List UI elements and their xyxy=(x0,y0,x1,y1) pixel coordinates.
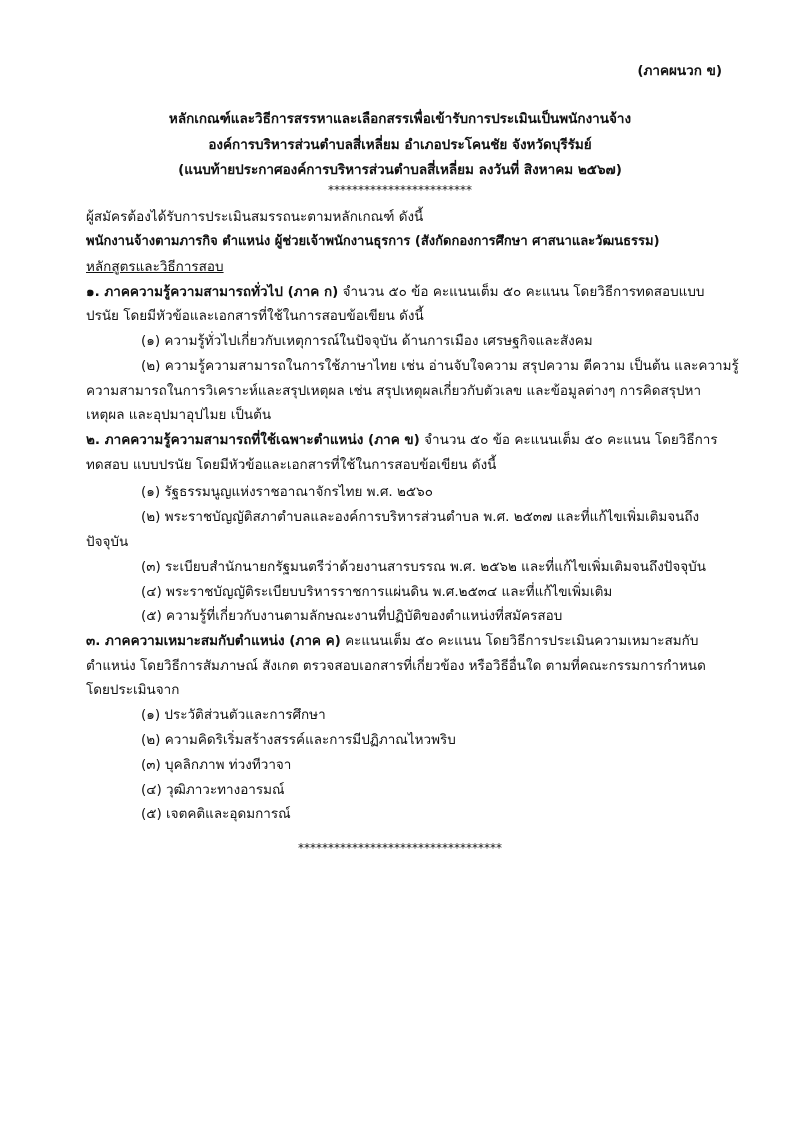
section3-item-2: (๒) ความคิดริเริ่มสร้างสรรค์และการมีปฏิภาณไหวพริบ xyxy=(141,732,456,748)
title-line-2: องค์การบริหารส่วนตำบลสี่เหลี่ยม อำเภอประโคนชัย จังหวัดบุรีรัมย์ xyxy=(208,137,592,153)
section1-item-2-continued: ความสามารถในการวิเคราะห์และสรุปเหตุผล เช่น สรุปเหตุผลเกี่ยวกับตัวเลข และข้อมูลต่างๆ การคิดสรุปหา xyxy=(86,383,702,399)
section2-text: จำนวน ๕๐ ข้อ คะแนนเต็ม ๕๐ คะแนน โดยวิธีการ xyxy=(419,432,718,448)
section3-text: คะแนนเต็ม ๕๐ คะแนน โดยวิธีการประเมินความเหมาะสมกับ xyxy=(340,633,699,649)
section2-heading: ๒. ภาคความรู้ความสามารถที่ใช้เฉพาะตำแหน่ง (ภาค ข) xyxy=(86,432,420,448)
section1-item-1: (๑) ความรู้ทั่วไปเกี่ยวกับเหตุการณ์ในปัจจุบัน ด้านการเมือง เศรษฐกิจและสังคม xyxy=(141,333,593,349)
section1-line1 xyxy=(86,282,704,302)
section3-item-4: (๔) วุฒิภาวะทางอารมณ์ xyxy=(141,782,285,798)
section3-line2: ตำแหน่ง โดยวิธีการสัมภาษณ์ สังเกต ตรวจสอบเอกสารที่เกี่ยวข้อง หรือวิธีอื่นใด ตามที่คณะกรรมการกำหนด xyxy=(86,658,706,674)
section1-item-2: (๒) ความรู้ความสามารถในการใช้ภาษาไทย เช่น อ่านจับใจความ สรุปความ ตีความ เป็นต้น และความรู้ xyxy=(141,358,739,374)
intro-text: ผู้สมัครต้องได้รับการประเมินสมรรถนะตามหลักเกณฑ์ ดังนี้ xyxy=(86,209,424,225)
title-line-1: หลักเกณฑ์และวิธีการสรรหาและเลือกสรรเพื่อเข้ารับการประเมินเป็นพนักงานจ้าง xyxy=(168,111,632,127)
section3-item-1: (๑) ประวัติส่วนตัวและการศึกษา xyxy=(141,707,326,723)
section2-item-3: (๓) ระเบียบสำนักนายกรัฐมนตรีว่าด้วยงานสารบรรณ พ.ศ. ๒๕๖๒ และที่แก้ไขเพิ่มเติมจนถึงปัจจุบัน xyxy=(141,559,706,575)
section3-item-5: (๕) เจตคติและอุดมการณ์ xyxy=(141,806,291,822)
section1-text: จำนวน ๕๐ ข้อ คะแนนเต็ม ๕๐ คะแนน โดยวิธีการทดสอบแบบ xyxy=(338,284,705,300)
title-line-3: (แนบท้ายประกาศองค์การบริหารส่วนตำบลสี่เหลี่ยม ลงวันที่ สิงหาคม ๒๕๖๗) xyxy=(178,162,622,178)
section3-heading: ๓. ภาคความเหมาะสมกับตำแหน่ง (ภาค ค) xyxy=(86,633,341,649)
title-separator: ************************ xyxy=(328,183,472,197)
section2-item-4: (๔) พระราชบัญญัติระเบียบบริหารราชการแผ่นดิน พ.ศ.๒๕๓๔ และที่แก้ไขเพิ่มเติม xyxy=(141,584,613,600)
section1-line2: ปรนัย โดยมีหัวข้อและเอกสารที่ใช้ในการสอบข้อเขียน ดังนี้ xyxy=(86,308,424,324)
position-line: พนักงานจ้างตามภารกิจ ตำแหน่ง ผู้ช่วยเจ้าพนักงานธุรการ (สังกัดกองการศึกษา ศาสนาและวัฒนธรรม) xyxy=(86,234,660,249)
section2-item-2-continued: ปัจจุบัน xyxy=(86,534,129,550)
section2-item-2: (๒) พระราชบัญญัติสภาตำบลและองค์การบริหารส่วนตำบล พ.ศ. ๒๕๓๗ และที่แก้ไขเพิ่มเติมจนถึง xyxy=(141,509,700,525)
section2-line1 xyxy=(86,430,718,450)
section1-heading: ๑. ภาคความรู้ความสามารถทั่วไป (ภาค ก) xyxy=(86,284,339,300)
footer-separator: ********************************** xyxy=(298,841,502,855)
section3-line3: โดยประเมินจาก xyxy=(86,682,180,698)
section2-item-1: (๑) รัฐธรรมนูญแห่งราชอาณาจักรไทย พ.ศ. ๒๕๖๐ xyxy=(141,484,433,500)
appendix-label: (ภาคผนวก ข) xyxy=(637,63,722,79)
section1-item-2-continued-2: เหตุผล และอุปมาอุปไมย เป็นต้น xyxy=(86,407,272,423)
curriculum-heading: หลักสูตรและวิธีการสอบ xyxy=(86,259,224,275)
section3-item-3: (๓) บุคลิกภาพ ท่วงทีวาจา xyxy=(141,757,292,773)
section2-line2: ทดสอบ แบบปรนัย โดยมีหัวข้อและเอกสารที่ใช้ในการสอบข้อเขียน ดังนี้ xyxy=(86,457,497,473)
section3-line1 xyxy=(86,631,698,651)
section2-item-5: (๕) ความรู้ที่เกี่ยวกับงานตามลักษณะงานที่ปฏิบัติของตำแหน่งที่สมัครสอบ xyxy=(141,608,563,624)
